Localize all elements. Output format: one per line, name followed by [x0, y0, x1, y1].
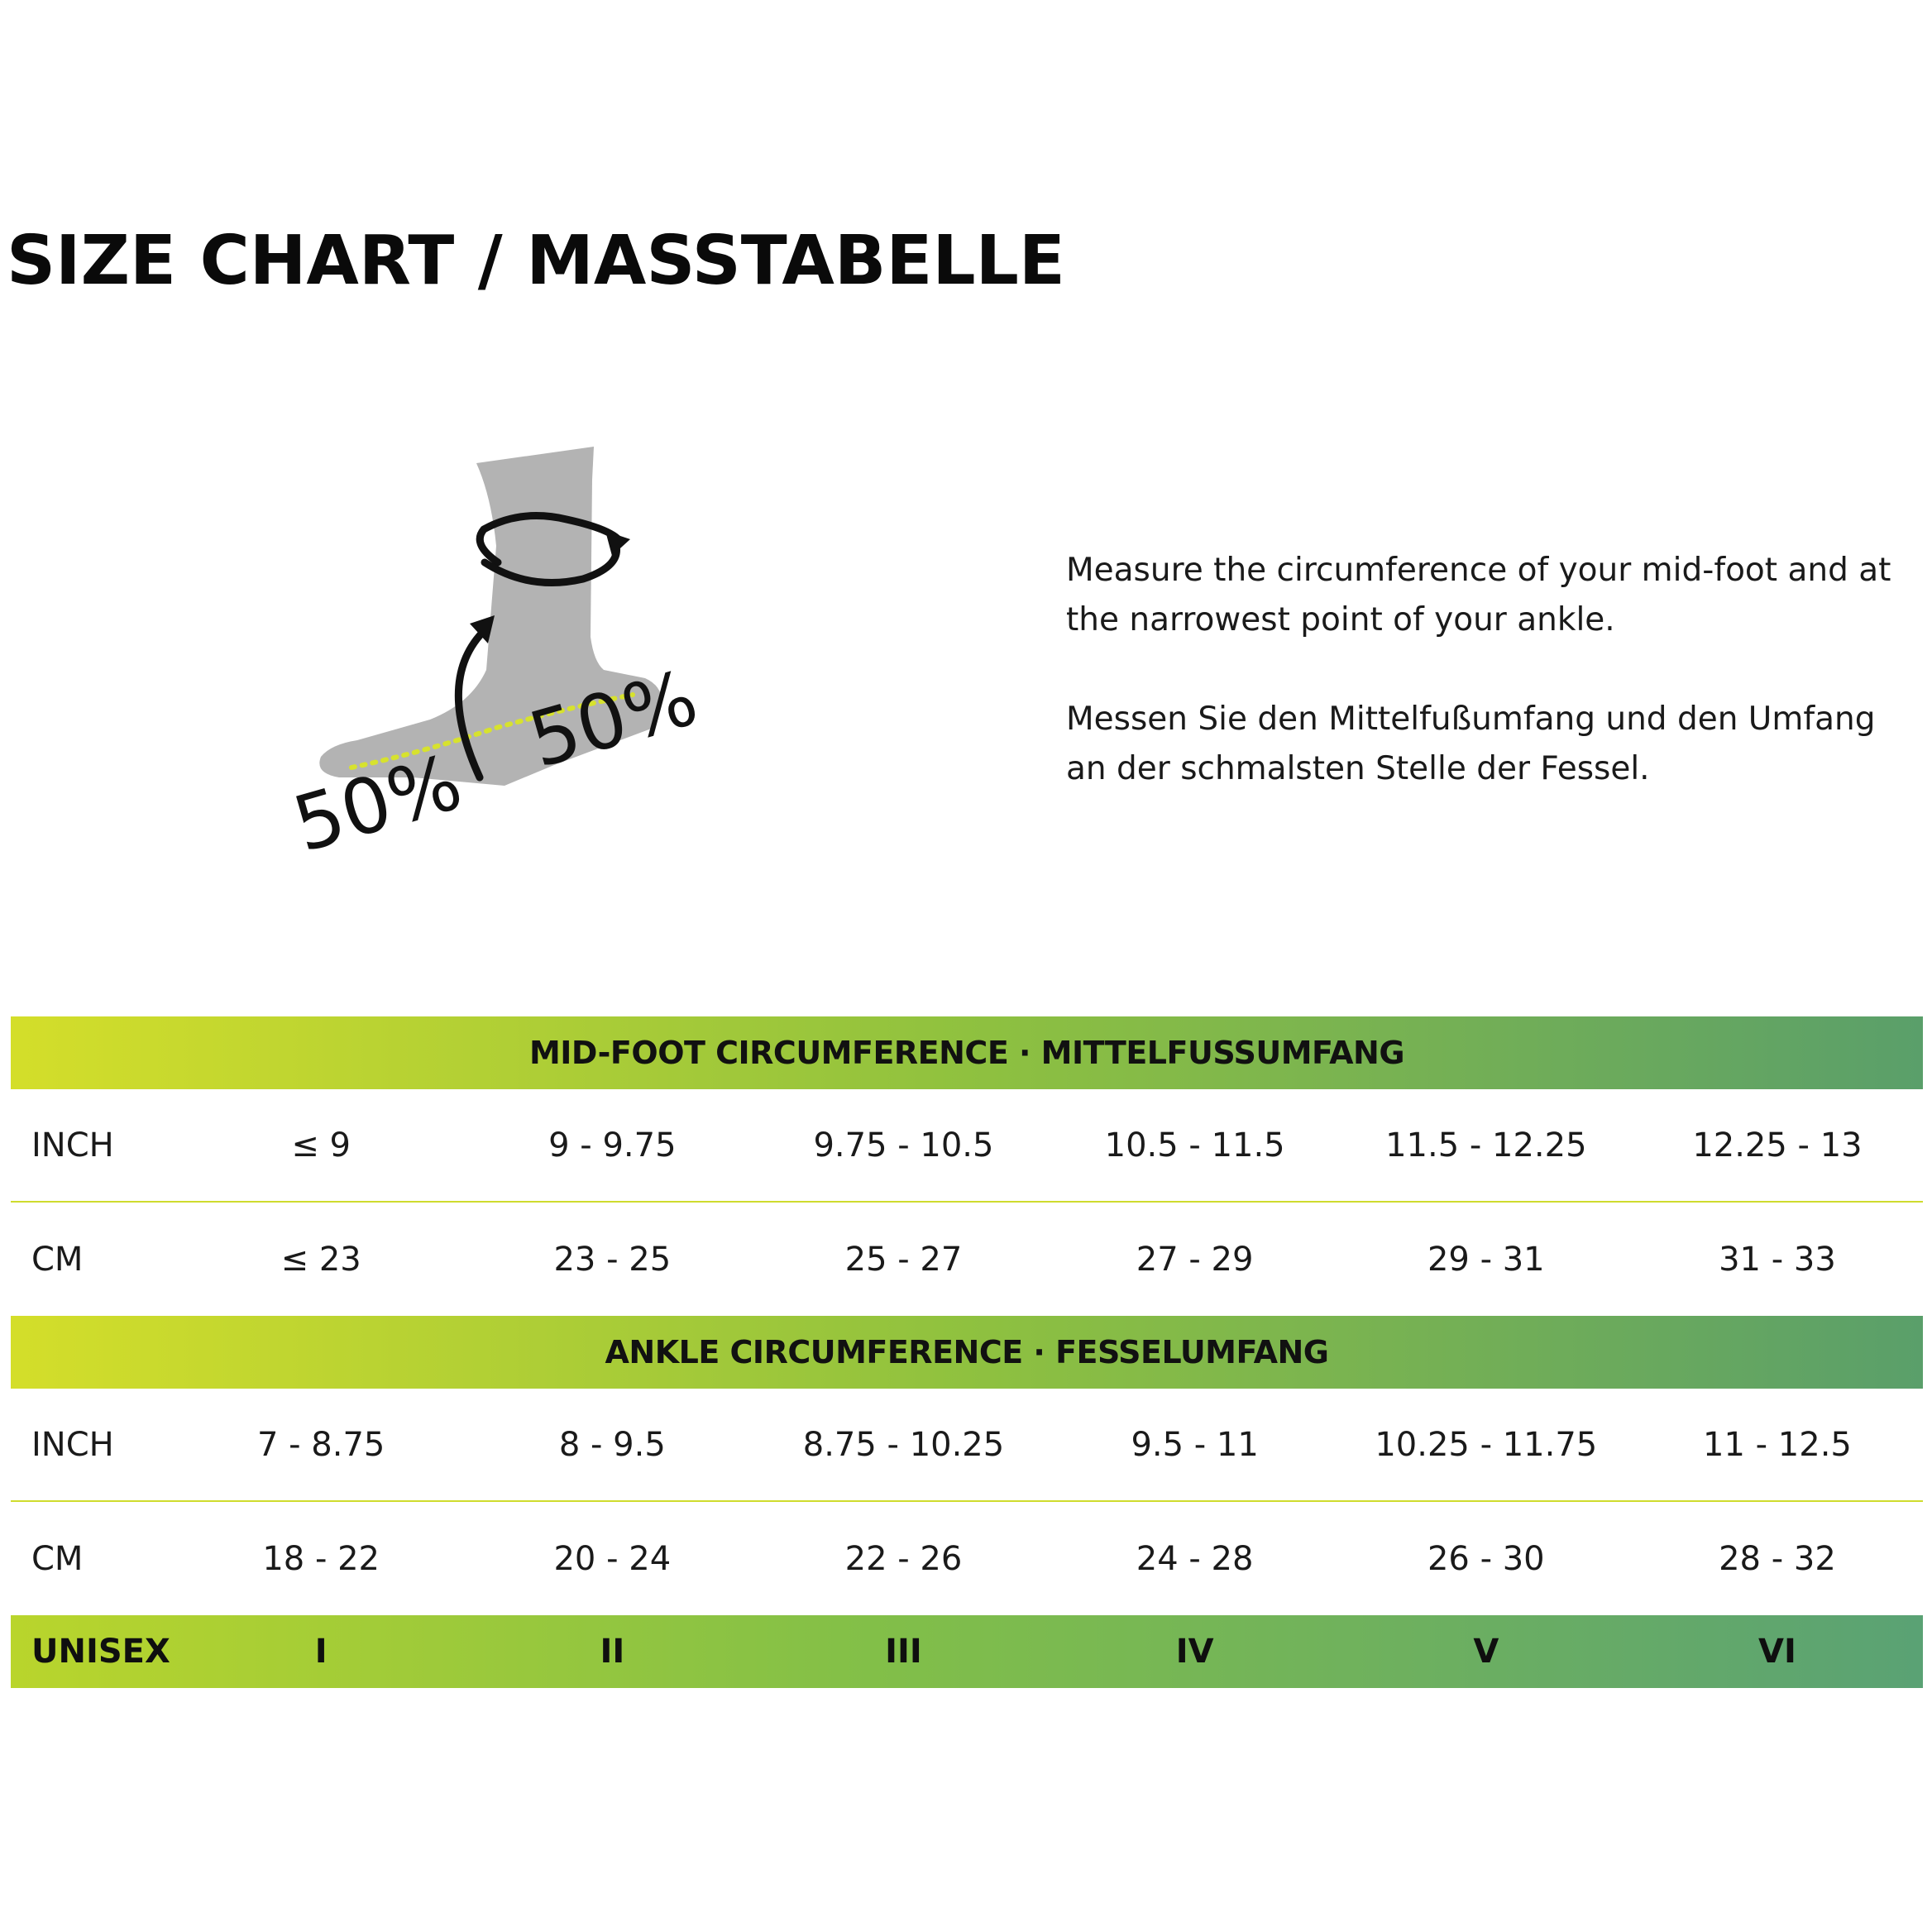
table-cell: 10.25 - 11.75	[1375, 1425, 1598, 1464]
row-label: CM	[31, 1539, 84, 1578]
table-cell: 11.5 - 12.25	[1385, 1126, 1587, 1164]
table-cell: 11 - 12.5	[1703, 1425, 1852, 1464]
instructions-german: Messen Sie den Mittelfußumfang und den Umfang an der schmalsten Stelle der Fessel.	[1066, 701, 1876, 787]
table-cell: 8.75 - 10.25	[802, 1425, 1005, 1464]
row-label: INCH	[31, 1126, 114, 1164]
ankle-percentage-label: 50%	[519, 653, 707, 786]
table-cell: 23 - 25	[553, 1240, 672, 1279]
size-cell: VI	[1758, 1633, 1796, 1671]
size-table	[11, 1016, 1923, 1688]
table-cell: ≤ 23	[280, 1240, 361, 1279]
ankle-inch-row	[11, 1389, 1923, 1502]
table-cell: 22 - 26	[844, 1539, 963, 1578]
row-label: CM	[31, 1240, 84, 1279]
table-cell: 9.5 - 11	[1131, 1425, 1259, 1464]
ankle-cm-row	[11, 1502, 1923, 1615]
table-cell: 25 - 27	[844, 1240, 963, 1279]
table-cell: ≤ 9	[291, 1126, 351, 1164]
table-cell: 27 - 29	[1136, 1240, 1254, 1279]
table-cell: 24 - 28	[1136, 1539, 1254, 1578]
table-cell: 9.75 - 10.5	[813, 1126, 994, 1164]
table-cell: 26 - 30	[1427, 1539, 1545, 1578]
table-cell: 10.5 - 11.5	[1104, 1126, 1285, 1164]
size-cell: III	[885, 1633, 922, 1671]
instructions-english: Measure the circumference of your mid-foot and at the narrowest point of your ankle.	[1066, 552, 1891, 638]
unisex-size-row	[11, 1615, 1923, 1688]
page-title: SIZE CHART / MASSTABELLE	[7, 222, 1065, 300]
size-cell: II	[600, 1633, 625, 1671]
measurement-instructions	[1066, 546, 1893, 844]
table-cell: 28 - 32	[1719, 1539, 1836, 1578]
table-cell: 31 - 33	[1719, 1240, 1836, 1279]
toe-percentage-label: 50%	[284, 737, 471, 870]
size-cell: I	[314, 1633, 328, 1671]
row-label: INCH	[31, 1425, 114, 1464]
ankle-header: ANKLE CIRCUMFERENCE · FESSELUMFANG	[11, 1316, 1923, 1389]
table-cell: 29 - 31	[1427, 1240, 1545, 1279]
midfoot-cm-row	[11, 1203, 1923, 1316]
size-cell: IV	[1175, 1633, 1214, 1671]
midfoot-inch-row	[11, 1089, 1923, 1203]
table-cell: 20 - 24	[553, 1539, 672, 1578]
foot-measurement-illustration	[281, 447, 744, 877]
table-cell: 9 - 9.75	[548, 1126, 677, 1164]
table-cell: 7 - 8.75	[256, 1425, 385, 1464]
midfoot-header: MID-FOOT CIRCUMFERENCE · MITTELFUSSUMFANG	[11, 1016, 1923, 1089]
table-cell: 18 - 22	[262, 1539, 380, 1578]
table-cell: 8 - 9.5	[558, 1425, 666, 1464]
row-label: UNISEX	[31, 1633, 170, 1671]
table-cell: 12.25 - 13	[1692, 1126, 1863, 1164]
size-cell: V	[1473, 1633, 1499, 1671]
